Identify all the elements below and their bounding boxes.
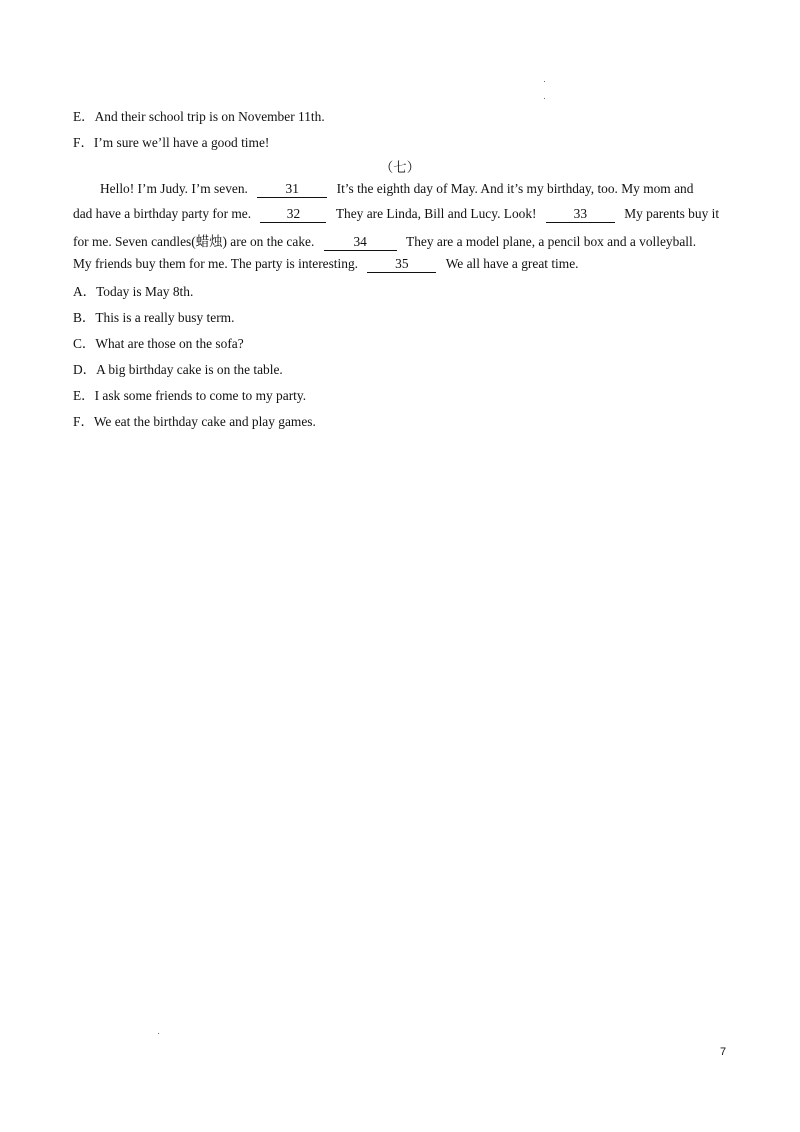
blank-35: 35 [367,257,436,273]
option-text: What are those on the sofa? [95,336,244,351]
passage-text: My parents buy it [624,206,720,221]
option-f [73,411,316,430]
option-letter: D． [73,362,97,377]
option-letter: E． [73,388,95,403]
passage-text: My friends buy them for me. The party is interesting. [73,256,358,271]
section-title: （七） [379,160,421,175]
option-a [73,281,193,300]
option-letter: F． [73,135,94,150]
option-letter: B． [73,310,96,325]
passage-line-3 [73,231,696,251]
scan-speck [544,98,545,99]
option-text: I’m sure we’ll have a good time! [93,135,270,150]
option-letter: E． [73,109,95,124]
option-letter: F． [73,414,94,429]
option-f-prev [73,132,269,151]
blank-34: 34 [324,235,397,251]
passage-text: for me. Seven candles(蜡烛) are on the cake. [73,234,315,249]
option-d [73,359,283,378]
option-e-prev [73,106,325,125]
passage-text: dad have a birthday party for me. [73,206,252,221]
blank-33: 33 [546,207,615,223]
passage-text: We all have a great time. [445,256,579,271]
option-text: Today is May 8th. [96,284,194,299]
option-c [73,333,244,352]
page-number: 7 [720,1046,727,1058]
scan-speck [544,81,545,82]
blank-32: 32 [260,207,326,223]
passage-line-4 [73,256,578,273]
option-e [73,385,306,404]
option-text: We eat the birthday cake and play games. [93,414,316,429]
option-letter: A． [73,284,97,299]
passage-line-2 [73,206,719,223]
option-letter: C． [73,336,96,351]
option-text: And their school trip is on November 11th. [94,109,325,124]
passage-line-1 [100,181,693,198]
passage-text: It’s the eighth day of May. And it’s my birthday, too. My mom and [336,181,694,196]
passage-text: They are Linda, Bill and Lucy. Look! [335,206,537,221]
passage-text: Hello! I’m Judy. I’m seven. [100,181,248,196]
option-text: I ask some friends to come to my party. [94,388,307,403]
blank-31: 31 [257,182,327,198]
option-text: A big birthday cake is on the table. [96,362,283,377]
option-b [73,307,234,326]
scan-speck [158,1033,159,1034]
option-text: This is a really busy term. [95,310,235,325]
passage-text: They are a model plane, a pencil box and a volleyball. [406,234,697,249]
